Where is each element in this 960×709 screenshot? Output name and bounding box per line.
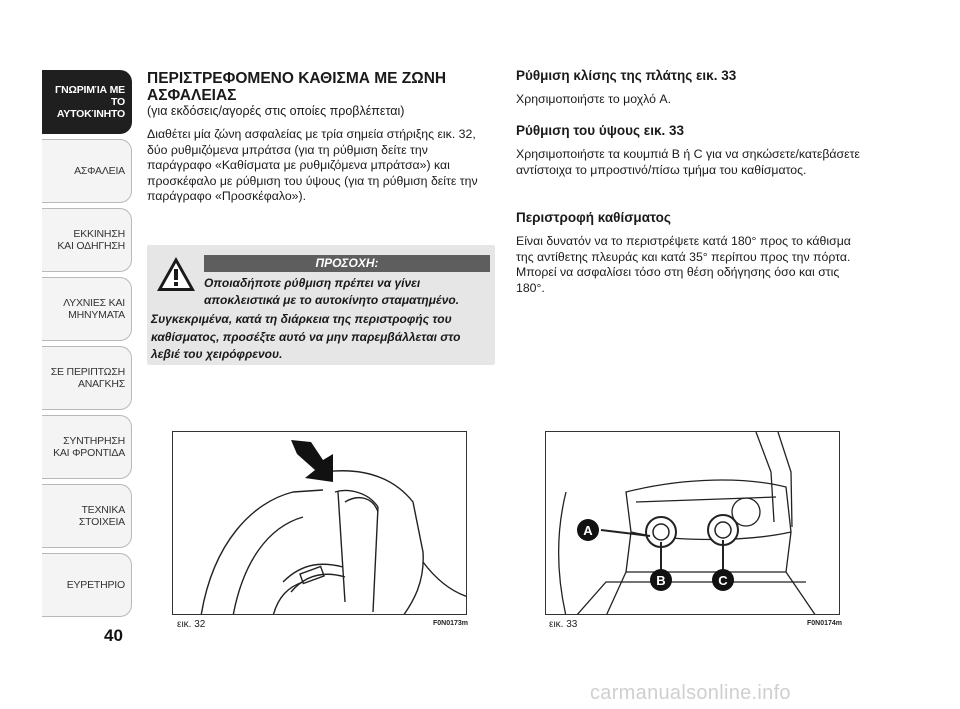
tab-starting-driving[interactable]: ΕΚΚΙΝΗΣΗ ΚΑΙ ΟΔΗΓΗΣΗ bbox=[42, 208, 132, 272]
svg-text:B: B bbox=[656, 573, 666, 588]
figure-33-code: F0N0174m bbox=[807, 620, 843, 627]
seat-controls-illustration bbox=[546, 432, 840, 615]
warning-triangle-icon bbox=[155, 255, 197, 293]
page-number: 40 bbox=[104, 626, 123, 645]
warning-box bbox=[147, 245, 495, 365]
heading-seat-rotation: Περιστροφή καθίσματος bbox=[516, 210, 671, 225]
section-body: Διαθέτει μία ζώνη ασφαλείας με τρία σημεία στήριξης εικ. 32, δύο ρυθμιζόμενα μπράτσα (για τη ρύθμιση δείτε την παράγραφο «Καθίσματα με ρυθμιζόμενα μπράτσα») και προσκέφαλο με ρύθμιση του ύψους (για τη ρύθμιση δείτε την παράγραφο «Προσκέφαλο»). bbox=[147, 127, 478, 204]
watermark: carmanualsonline.info bbox=[590, 682, 791, 704]
tab-safety[interactable]: ΑΣΦΑΛΕΙΑ bbox=[42, 139, 132, 203]
figure-33-caption: εικ. 33 bbox=[549, 619, 578, 630]
warning-text-first: Οποιαδήποτε ρύθμιση πρέπει να γίνει αποκλειστικά με το αυτοκίνητο σταματημένο. bbox=[204, 276, 460, 307]
tab-lights-messages[interactable]: ΛΥΧΝΙΕΣ ΚΑΙ ΜΗΝΥΜΑΤΑ bbox=[42, 277, 132, 341]
heading-backrest-tilt: Ρύθμιση κλίσης της πλάτης εικ. 33 bbox=[516, 68, 737, 83]
tab-index[interactable]: ΕΥΡΕΤΗΡΙΟ bbox=[42, 553, 132, 617]
tab-technical-data[interactable]: ΤΕΧΝΙΚΑ ΣΤΟΙΧΕΙΑ bbox=[42, 484, 132, 548]
figure-33-seat-controls bbox=[545, 431, 840, 615]
tab-emergency[interactable]: ΣΕ ΠΕΡΙΠΤΩΣΗ ΑΝΑΓΚΗΣ bbox=[42, 346, 132, 410]
label-C bbox=[712, 569, 734, 591]
figure-32-code: F0N0173m bbox=[433, 620, 469, 627]
label-B bbox=[650, 569, 672, 591]
section-title: ΠΕΡΙΣΤΡΕΦΟΜΕΝΟ ΚΑΘΙΣΜΑ ΜΕ ΖΩΝΗ ΑΣΦΑΛΕΙΑΣ bbox=[147, 70, 447, 104]
seat-belt-illustration bbox=[173, 432, 467, 615]
section-subtitle: (για εκδόσεις/αγορές στις οποίες προβλέπεται) bbox=[147, 104, 405, 118]
figure-32-caption: εικ. 32 bbox=[177, 619, 206, 630]
svg-text:A: A bbox=[583, 523, 593, 538]
text-seat-rotation: Είναι δυνατόν να το περιστρέψετε κατά 180° προς το κάθισμα της αντίθετης πλευράς και κατά 35° περίπου προς την πόρτα. Μπορεί να ασφαλίσει τόσο στη θέση οδήγησης όσο και στις 180°. bbox=[516, 234, 851, 295]
svg-text:C: C bbox=[718, 573, 728, 588]
warning-text-rest: Συγκεκριμένα, κατά τη διάρκεια της περιστροφής του καθίσματος, προσέξτε αυτό να μην παρεμβάλλεται στο λεβιέ του χειρόφρενου. bbox=[151, 312, 461, 361]
arrow-icon bbox=[291, 440, 333, 482]
figure-32-seatbelt bbox=[172, 431, 467, 615]
tab-maintenance[interactable]: ΣΥΝΤΗΡΗΣΗ ΚΑΙ ΦΡΟΝΤΙΔΑ bbox=[42, 415, 132, 479]
label-A bbox=[577, 519, 599, 541]
warning-heading: ΠΡΟΣΟΧΗ: bbox=[204, 255, 490, 272]
heading-height-adjust: Ρύθμιση του ύψους εικ. 33 bbox=[516, 123, 685, 138]
tab-getting-to-know[interactable]: ΓΝΩΡΙΜΊΑ ΜΕ ΤΟ ΑΥΤΟΚΊΝΗΤΟ bbox=[42, 70, 132, 134]
text-backrest-tilt: Χρησιμοποιήστε το μοχλό A. bbox=[516, 92, 671, 106]
text-height-adjust: Χρησιμοποιήστε τα κουμπιά B ή C για να σηκώσετε/κατεβάσετε αντίστοιχα το μπροστινό/πίσω τμήμα του καθίσματος. bbox=[516, 147, 860, 177]
